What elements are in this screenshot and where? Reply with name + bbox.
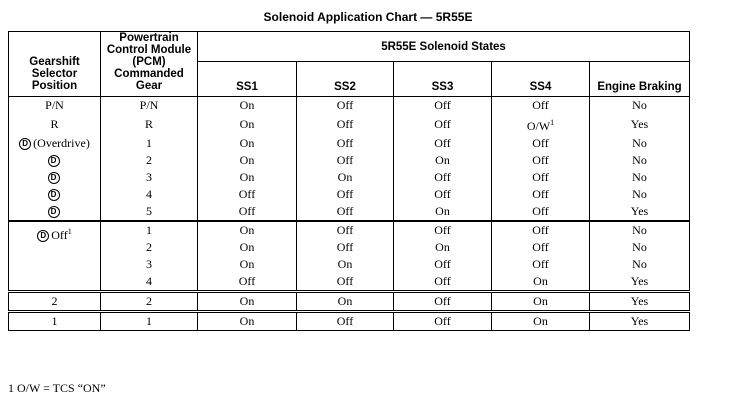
- solenoid-application-table: [8, 31, 690, 331]
- ss1-cell: On: [198, 97, 297, 115]
- table-row: [9, 97, 690, 115]
- table-row: [9, 135, 690, 152]
- ss1-cell: Off: [198, 273, 297, 292]
- ss2-cell: Off: [297, 114, 394, 135]
- ss4-cell: On: [492, 273, 590, 292]
- ss2-cell: Off: [297, 221, 394, 239]
- header-ss2: SS2: [297, 62, 394, 97]
- engine-braking-cell: No: [590, 152, 690, 169]
- engine-braking-cell: Yes: [590, 292, 690, 312]
- position-overdrive: [9, 152, 101, 169]
- position-1: 1: [9, 312, 101, 331]
- ss4-cell: Off: [492, 221, 590, 239]
- ss4-cell: Off: [492, 256, 590, 273]
- ss3-cell: Off: [394, 292, 492, 312]
- position-overdrive: [9, 169, 101, 186]
- ss4-cell: Off: [492, 239, 590, 256]
- engine-braking-cell: Yes: [590, 203, 690, 221]
- footnote-marker: 1: [550, 118, 555, 127]
- header-solenoid-states: 5R55E Solenoid States: [198, 32, 690, 62]
- ss3-cell: Off: [394, 114, 492, 135]
- ss4-cell: Off: [492, 203, 590, 221]
- table-row: [9, 203, 690, 221]
- gear-cell: 3: [101, 256, 198, 273]
- ss3-cell: Off: [394, 135, 492, 152]
- ss1-cell: On: [198, 152, 297, 169]
- footnote: 1 O/W = TCS “ON”: [8, 381, 106, 395]
- overdrive-symbol-icon: D: [48, 206, 60, 218]
- ss4-cell: Off: [492, 152, 590, 169]
- position-overdrive: [9, 203, 101, 221]
- engine-braking-cell: No: [590, 256, 690, 273]
- position-overdrive-off: [9, 221, 101, 292]
- ss3-cell: Off: [394, 312, 492, 331]
- header-row-top: [9, 32, 690, 62]
- table-row: [9, 186, 690, 203]
- engine-braking-cell: Yes: [590, 312, 690, 331]
- table-row: [9, 312, 690, 331]
- gear-cell: 2: [101, 152, 198, 169]
- ss3-cell: On: [394, 203, 492, 221]
- chart-title: Solenoid Application Chart — 5R55E: [263, 10, 473, 24]
- table-row: [9, 292, 690, 312]
- gear-cell: 1: [101, 312, 198, 331]
- header-pcm-commanded-gear: Powertrain Control Module (PCM) Commanded Gear: [101, 32, 198, 97]
- engine-braking-cell: No: [590, 135, 690, 152]
- ss2-cell: On: [297, 292, 394, 312]
- ss1-cell: On: [198, 135, 297, 152]
- table-row: [9, 221, 690, 239]
- position-pn: P/N: [9, 97, 101, 115]
- ss3-cell: On: [394, 152, 492, 169]
- overdrive-symbol-icon: D: [37, 230, 49, 242]
- ss3-cell: Off: [394, 256, 492, 273]
- ss1-cell: On: [198, 114, 297, 135]
- position-r: R: [9, 114, 101, 135]
- table-row: [9, 169, 690, 186]
- ss2-cell: Off: [297, 273, 394, 292]
- ss1-cell: On: [198, 312, 297, 331]
- ss2-cell: Off: [297, 312, 394, 331]
- ss2-cell: On: [297, 256, 394, 273]
- gear-cell: 3: [101, 169, 198, 186]
- engine-braking-cell: Yes: [590, 114, 690, 135]
- ss2-cell: Off: [297, 135, 394, 152]
- engine-braking-cell: No: [590, 186, 690, 203]
- engine-braking-cell: No: [590, 97, 690, 115]
- ss1-cell: On: [198, 256, 297, 273]
- ss3-cell: Off: [394, 97, 492, 115]
- ss2-cell: Off: [297, 152, 394, 169]
- position-2: 2: [9, 292, 101, 312]
- engine-braking-cell: No: [590, 169, 690, 186]
- overdrive-symbol-icon: D: [48, 155, 60, 167]
- engine-braking-cell: No: [590, 239, 690, 256]
- ss2-cell: Off: [297, 97, 394, 115]
- position-overdrive: [9, 186, 101, 203]
- ss3-cell: Off: [394, 169, 492, 186]
- header-engine-braking: Engine Braking: [590, 62, 690, 97]
- gear-cell: 2: [101, 239, 198, 256]
- ss1-cell: Off: [198, 203, 297, 221]
- position-overdrive: [9, 135, 101, 152]
- ss1-cell: On: [198, 169, 297, 186]
- gear-cell: 1: [101, 221, 198, 239]
- ss1-cell: Off: [198, 186, 297, 203]
- engine-braking-cell: No: [590, 221, 690, 239]
- table-row: [9, 239, 690, 256]
- ss4-cell: On: [492, 292, 590, 312]
- engine-braking-cell: Yes: [590, 273, 690, 292]
- ss1-cell: On: [198, 239, 297, 256]
- ss3-cell: Off: [394, 221, 492, 239]
- ss4-value: O/W: [526, 119, 551, 133]
- overdrive-symbol-icon: D: [48, 189, 60, 201]
- ss4-cell: On: [492, 312, 590, 331]
- ss3-cell: On: [394, 239, 492, 256]
- header-gearshift-position: Gearshift Selector Position: [9, 32, 101, 97]
- overdrive-symbol-icon: D: [48, 172, 60, 184]
- ss4-cell: [492, 114, 590, 135]
- table-row: [9, 273, 690, 292]
- ss4-cell: Off: [492, 135, 590, 152]
- header-ss4: SS4: [492, 62, 590, 97]
- overdrive-symbol-icon: D: [19, 138, 31, 150]
- ss2-cell: Off: [297, 186, 394, 203]
- ss1-cell: On: [198, 292, 297, 312]
- ss3-cell: Off: [394, 273, 492, 292]
- ss4-cell: Off: [492, 169, 590, 186]
- header-ss1: SS1: [198, 62, 297, 97]
- gear-cell: 1: [101, 135, 198, 152]
- ss3-cell: Off: [394, 186, 492, 203]
- ss1-cell: On: [198, 221, 297, 239]
- table-row: [9, 256, 690, 273]
- overdrive-off-label: Off: [51, 228, 68, 242]
- gear-cell: 4: [101, 186, 198, 203]
- ss2-cell: On: [297, 169, 394, 186]
- footnote-marker: 1: [67, 227, 72, 236]
- ss4-cell: Off: [492, 97, 590, 115]
- gear-cell: P/N: [101, 97, 198, 115]
- gear-cell: 2: [101, 292, 198, 312]
- gear-cell: R: [101, 114, 198, 135]
- header-ss3: SS3: [394, 62, 492, 97]
- ss4-cell: Off: [492, 186, 590, 203]
- ss2-cell: Off: [297, 239, 394, 256]
- ss2-cell: Off: [297, 203, 394, 221]
- gear-cell: 5: [101, 203, 198, 221]
- gear-cell: 4: [101, 273, 198, 292]
- overdrive-label: (Overdrive): [33, 136, 90, 150]
- table-row: [9, 152, 690, 169]
- table-row: [9, 114, 690, 135]
